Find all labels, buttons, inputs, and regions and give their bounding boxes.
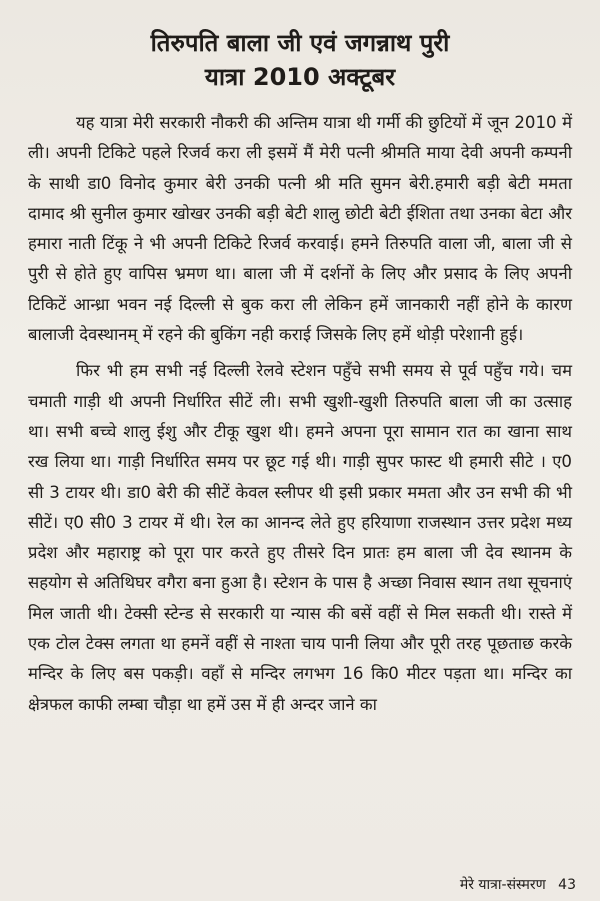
running-book-title: मेरे यात्रा-संस्मरण	[459, 877, 546, 893]
paragraph: यह यात्रा मेरी सरकारी नौकरी की अन्तिम यात्रा थी गर्मी की छुटियों में जून 2010 में ली। अपनी टिकिटे पहले रिजर्व करा ली इसमें मैं मेरी पत्नी श्रीमति माया देवी अपनी कम्पनी के साथी डा0 विनोद कुमार बेरी उनकी पत्नी श्री मति सुमन बेरी.हमारी बड़ी बेटी ममता दामाद श्री सुनील कुमार खोखर उनकी बड़ी बेटी शालु छोटी बेटी ईशिता तथा उनका बेटा और हमारा नाती टिंकू ने भी अपनी टिकिटे रिजर्व करवाई। हमने तिरुपति वाला जी, बाला जी से पुरी से होते हुए वापिस भ्रमण था। बाला जी में दर्शनों के लिए और प्रसाद के लिए अपनी टिकिटें आन्ध्रा भवन नई दिल्ली से बुक करा ली लेकिन हमें जानकारी नहीं होने के कारण बालाजी देवस्थानम् में रहने की बुकिंग नही कराई जिसके लिए हमें थोड़ी परेशानी हुई।	[28, 113, 572, 345]
chapter-title	[28, 26, 572, 94]
page-footer	[452, 875, 576, 895]
chapter-title-line-1: तिरुपति बाला जी एवं जगन्नाथ पुरी	[150, 29, 450, 57]
page-number: 43	[558, 877, 576, 893]
paragraph: फिर भी हम सभी नई दिल्ली रेलवे स्टेशन पहुँचे सभी समय से पूर्व पहुँच गये। चम चमाती गाड़ी थी अपनी निर्धारित सीटें ली। सभी खुशी-खुशी तिरुपति बाला जी का उत्साह था। सभी बच्चे शालु ईशु और टीकू खुश थी। हमने अपना पूरा सामान रात का खाना साथ रख लिया था। गाड़ी निर्धारित समय पर छूट गई थी। गाड़ी सुपर फास्ट थी हमारी सीटे । ए0 सी 3 टायर थी। डा0 बेरी की सीटें केवल स्लीपर थी इसी प्रकार ममता और उन सभी की भी सीटें। ए0 सी0 3 टायर में थी। रेल का आनन्द लेते हुए हरियाणा राजस्थान उत्तर प्रदेश मध्य प्रदेश और महाराष्ट्र को पूरा पार करते हुए तीसरे दिन प्रातः हम बाला जी देव स्थानम के सहयोग से अतिथिघर वगैरा बना हुआ है। स्टेशन के पास है अच्छा निवास स्थान तथा सूचनाएं मिल जाती थी। टेक्सी स्टेन्ड से सरकारी या न्यास की बसें वहीं से मिल सकती थी। रास्ते में एक टोल टेक्स लगता था हमनें वहीं से नाश्ता चाय पानी लिया और पूरी तरह पूछताछ करके मन्दिर के लिए बस पकड़ी। वहाँ से मन्दिर लगभग 16 कि0 मीटर पड़ता था। मन्दिर का क्षेत्रफल काफी लम्बा चौड़ा था हमें उस में ही अन्दर जाने का	[28, 361, 572, 714]
chapter-title-line-2: यात्रा 2010 अक्टूबर	[204, 63, 396, 91]
page-body	[28, 108, 572, 720]
